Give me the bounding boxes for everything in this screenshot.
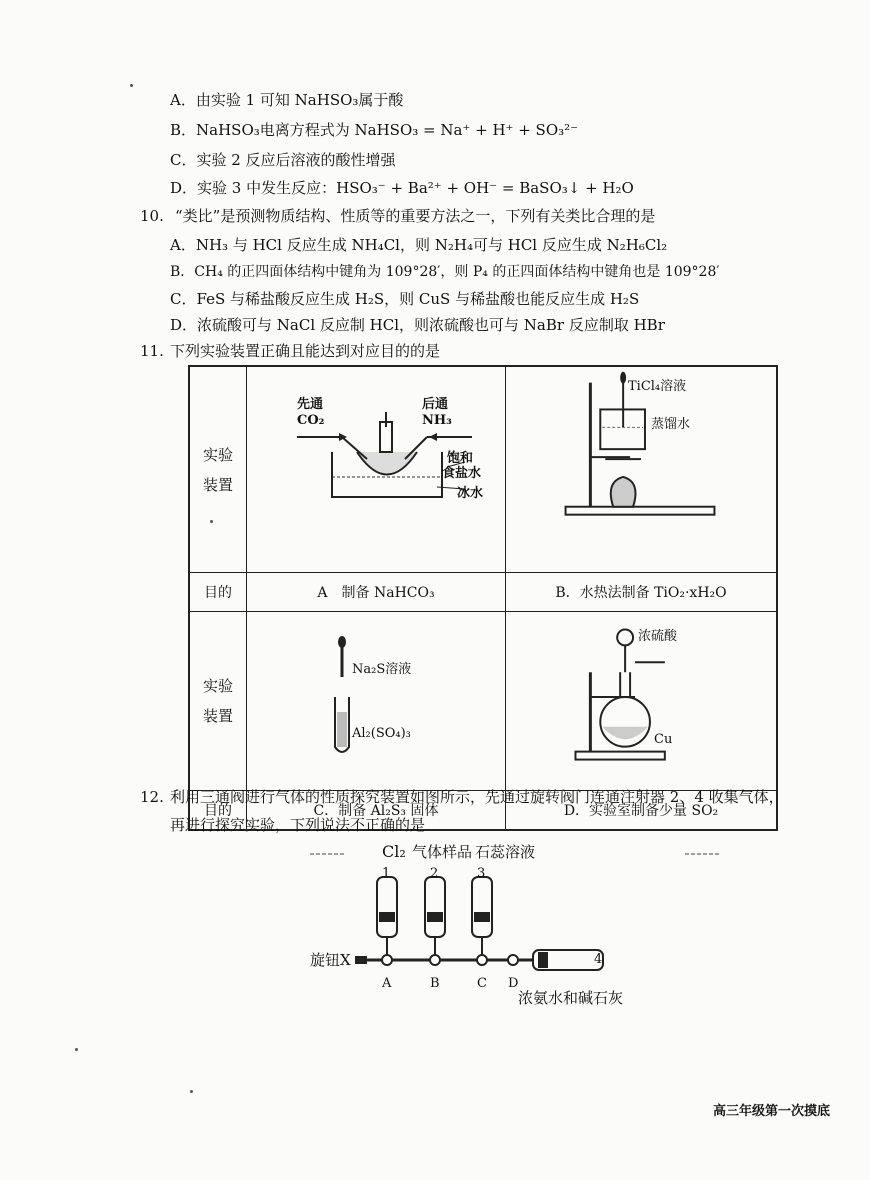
q12-label-a: A [382,976,392,991]
q10-number: 10. [140,207,164,225]
apparatus-d-cell [506,612,778,791]
a-label-nh3: NH₃ [422,413,452,428]
q12-label-knob: 旋钮X [310,951,351,969]
c-label-al2so4: Al₂(SO₄)₃ [352,726,411,741]
q11-apparatus-table [188,365,778,831]
apparatus-b-diagram [506,367,776,572]
apparatus-a-cell [247,366,506,573]
q12-stem-line-1: 利用三通阀进行气体的性质探究装置如图所示，先通过旋转阀门连通注射器 2、4 收集气体， [170,788,784,806]
a-label-later: 后通 [422,397,449,412]
q12-label-d: D [508,976,519,991]
scan-speck [190,1090,193,1093]
scan-speck [130,84,133,87]
q12-label-n4: 4 [594,952,603,967]
c-label-na2s: Na₂S溶液 [352,662,412,677]
q11-stem: 下列实验装置正确且能达到对应目的的是 [170,342,441,360]
q10-option-d: D．浓硫酸可与 NaCl 反应制 HCl，则浓硫酸也可与 NaBr 反应制取 HBr [170,316,665,334]
q12-apparatus [300,842,740,1022]
scan-speck [210,520,213,523]
q12-label-b: B [430,976,440,991]
q12-label-litmus: 石蕊溶液 [475,843,536,861]
caption-c: C．制备 Al₂S₃ 固体 [247,791,506,831]
row-label-purpose-1: 目的 [189,573,247,612]
row-label-device-2: 实验 装置 [189,612,247,791]
b-label-water: 蒸馏水 [651,417,691,432]
caption-b: B．水热法制备 TiO₂·xH₂O [506,573,778,612]
a-label-co2: CO₂ [297,413,325,428]
apparatus-b-cell [506,366,778,573]
caption-a: A 制备 NaHCO₃ [247,573,506,612]
q12-label-n3: 3 [477,866,486,881]
q12-label-c: C [477,976,487,991]
q12-label-bottom: 浓氨水和碱石灰 [518,989,624,1007]
row-label-purpose-2: 目的 [189,791,247,831]
b-label-ticl4: TiCl₄溶液 [628,379,687,394]
q11-number: 11. [140,342,164,360]
q12-label-n1: 1 [382,866,391,881]
q12-label-sample: 气体样品 [412,843,473,861]
q12-label-cl2: Cl₂ [382,842,406,861]
a-label-brine-2: 食盐水 [442,466,482,481]
q12-stem-line-2: 再进行探究实验，下列说法不正确的是 [170,816,426,834]
q10-option-c: C．FeS 与稀盐酸反应生成 H₂S，则 CuS 与稀盐酸也能反应生成 H₂S [170,290,640,308]
q10-option-a: A．NH₃ 与 HCl 反应生成 NH₄Cl，则 N₂H₄可与 HCl 反应生成 N₂H₆Cl₂ [170,236,668,254]
apparatus-c-diagram [247,612,505,790]
row-label-device-1: 实验 装置 [189,366,247,573]
page-footer: 高三年级第一次摸底 [712,1104,830,1119]
a-label-first: 先通 [297,397,324,412]
a-label-brine-1: 饱和 [447,451,474,466]
caption-d: D．实验室制备少量 SO₂ [506,791,778,831]
apparatus-c-cell [247,612,506,791]
a-label-ice: 冰水 [457,486,484,501]
d-label-acid: 浓硫酸 [638,629,678,644]
q9-option-a: A．由实验 1 可知 NaHSO₃属于酸 [170,91,404,109]
q12-number: 12. [140,788,164,806]
q9-option-b: B．NaHSO₃电离方程式为 NaHSO₃ = Na⁺ + H⁺ + SO₃²⁻ [170,121,579,139]
q10-stem: “类比”是预测物质结构、性质等的重要方法之一，下列有关类比合理的是 [175,207,656,225]
q12-label-n2: 2 [430,866,439,881]
q9-option-c: C．实验 2 反应后溶液的酸性增强 [170,151,396,169]
q9-option-d: D．实验 3 中发生反应：HSO₃⁻ + Ba²⁺ + OH⁻ = BaSO₃↓ + H₂O [170,179,634,197]
scan-speck [75,1048,78,1051]
q10-option-b: B．CH₄ 的正四面体结构中键角为 109°28′，则 P₄ 的正四面体结构中键角也是 109°28′ [170,264,720,280]
d-label-cu: Cu [654,732,673,747]
